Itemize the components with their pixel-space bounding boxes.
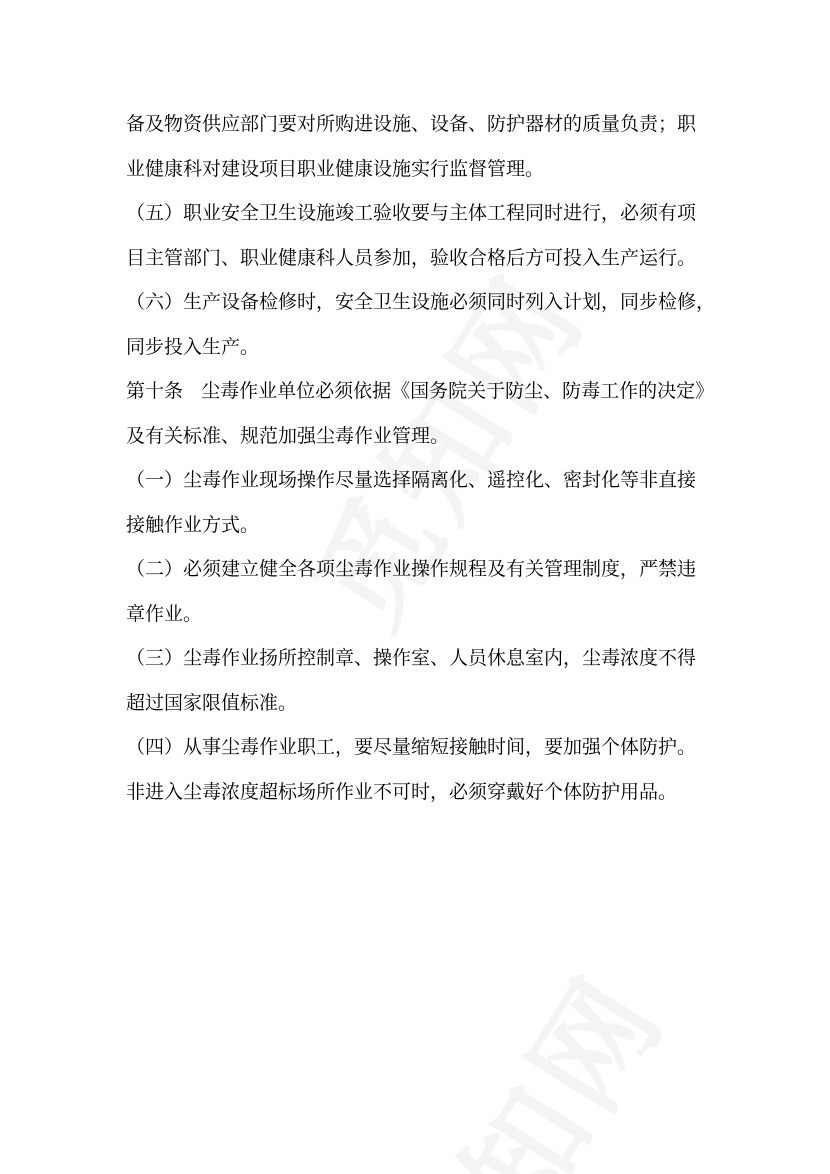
- text-line: 业健康科对建设项目职业健康设施实行监督管理。: [126, 157, 545, 180]
- text-line: 备及物资供应部门要对所购进设施、设备、防护器材的质量负责；职: [126, 113, 697, 135]
- text-line: 非进入尘毒浓度超标场所作业不可时，必须穿戴好个体防护用品。: [126, 780, 678, 803]
- text-line: （四）从事尘毒作业职工，要尽量缩短接触时间，要加强个体防护。: [126, 736, 697, 758]
- text-line: 超过国家限值标准。: [126, 691, 298, 714]
- text-line: （二）必须建立健全各项尘毒作业操作规程及有关管理制度，严禁违: [126, 558, 697, 580]
- text-line: （六）生产设备检修时，安全卫生设施必须同时列入计划，同步检修，: [126, 291, 716, 313]
- text-line: 第十条 尘毒作业单位必须依据《国务院关于防尘、防毒工作的决定》: [126, 380, 715, 402]
- watermark: [347, 938, 696, 1174]
- document-body: [126, 102, 716, 814]
- text-line: 同步投入生产。: [126, 335, 260, 358]
- text-line: （一）尘毒作业现场操作尽量选择隔离化、遥控化、密封化等非直接: [126, 469, 697, 491]
- text-line: （五）职业安全卫生设施竣工验收要与主体工程同时进行，必须有项: [126, 202, 697, 224]
- text-line: （三）尘毒作业扬所控制章、操作室、人员休息室内，尘毒浓度不得: [126, 647, 697, 669]
- text-line: 章作业。: [126, 602, 203, 625]
- text-line: 及有关标准、规范加强尘毒作业管理。: [126, 424, 450, 447]
- text-line: 接触作业方式。: [126, 513, 260, 536]
- text-line: 目主管部门、职业健康科人员参加，验收合格后方可投入生产运行。: [126, 246, 697, 269]
